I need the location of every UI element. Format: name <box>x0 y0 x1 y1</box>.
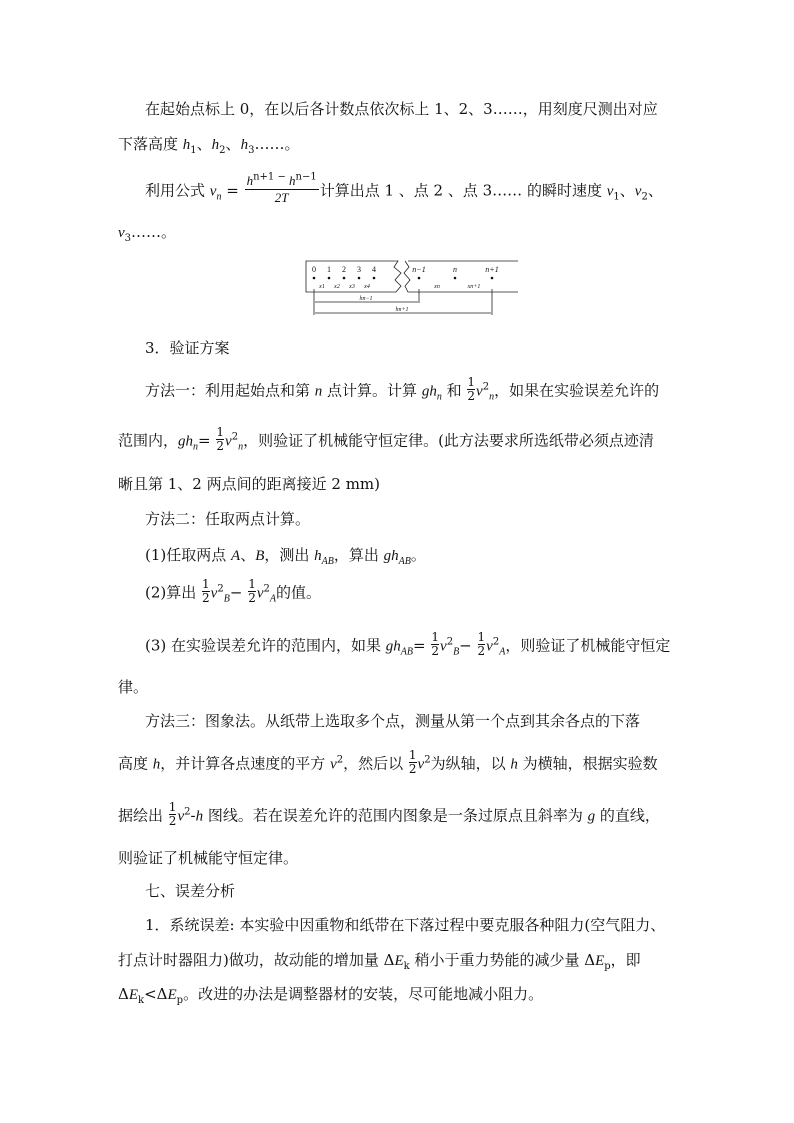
interval-label: x3 <box>349 284 355 290</box>
interval-label: x1 <box>319 284 325 290</box>
text-line: (2)算出 $\frac{1}{2}$ $v^2_B-$ $\frac{1}{2}$ $v^2_A$的值。 <box>145 577 321 605</box>
tape-label: 0 <box>312 265 316 274</box>
text-line: 打点计时器阻力)做功，故动能的增加量 $\Delta E_k$ 稍小于重力势能的减少量 $\Delta E_p$，即 <box>118 951 641 972</box>
text-line: (1)任取两点 A、B，测出 $h_{AB}$，算出 $gh_{AB}$。 <box>145 546 426 567</box>
tape-label: 4 <box>372 265 376 274</box>
tape-label: n <box>453 265 457 274</box>
paper-tape-diagram <box>302 255 522 317</box>
text-line: 晰且第 1、2 两点间的距离接近 2 mm) <box>118 475 381 493</box>
section-heading: 3．验证方案 <box>145 339 230 357</box>
height-label: hn+1 <box>395 307 409 313</box>
text-line: 方法二：任取两点计算。 <box>145 510 311 528</box>
text-line: 下落高度 $h_1$、$h_2$、$h_3\dots\dots$。 <box>118 135 300 156</box>
formula-line: 利用公式 $v_n$ = $\frac{h^{n+1 -} h^{n-1}}{2T}$ 计算出点 1 、点 2 、点 3…… 的瞬时速度 $v_1$、$v_2$、 <box>145 171 663 205</box>
text-line: 方法三：图象法。从纸带上选取多个点，测量从第一个点到其余各点的下落 <box>145 712 641 730</box>
text-line: 则验证了机械能守恒定律。 <box>118 849 299 867</box>
tape-label: n+1 <box>485 265 499 274</box>
text-line: 范围内，$gh_n=$ $\frac{1}{2}$ $v^2_n$，则验证了机械能守恒定律。(此方法要求所选纸带必须点迹清 <box>118 425 654 453</box>
tape-label: n−1 <box>412 265 426 274</box>
text-line: 据绘出 $\frac{1}{2}$ $v^2-h$ 图线。若在误差允许的范围内图象是一条过原点且斜率为 g 的直线， <box>118 800 660 828</box>
text-line: $\Delta E_k<\Delta E_p$。改进的办法是调整器材的安装，尽可能地减小阻力。 <box>118 985 544 1006</box>
text-line: (3) 在实验误差允许的范围内，如果 $gh_{AB}=$ $\frac{1}{2}$ $v^2_B-$ $\frac{1}{2}$ $v^2_A$，则验证了机械能守恒定 <box>145 630 671 658</box>
text-line: $v_3\dots\dots$。 <box>118 223 177 244</box>
text-line: 律。 <box>118 678 149 696</box>
section-heading: 七、误差分析 <box>145 882 236 900</box>
interval-label: x4 <box>364 284 370 290</box>
text-line: 高度 h，并计算各点速度的平方 $v^2$，然后以 $\frac{1}{2}$ $v^2$为纵轴，以 h 为横轴，根据实验数 <box>118 748 658 776</box>
interval-label: xn+1 <box>467 284 481 290</box>
text-line: 在起始点标上 0，在以后各计数点依次标上 1、2、3……，用刻度尺测出对应 <box>145 100 658 118</box>
tape-label: 2 <box>342 265 346 274</box>
interval-label: x2 <box>334 284 340 290</box>
height-label: hn−1 <box>359 296 373 302</box>
text-line: 方法一：利用起始点和第 n 点计算。计算 $gh_n$ 和 $\frac{1}{2}$ $v^2_n$，如果在实验误差允许的 <box>145 375 660 403</box>
tape-label: 3 <box>357 265 361 274</box>
velocity-formula: $\frac{h^{n+1 -} h^{n-1}}{2T}$ <box>246 171 317 205</box>
text-line: 1．系统误差: 本实验中因重物和纸带在下落过程中要克服各种阻力(空气阻力、 <box>145 916 666 934</box>
interval-label: xn <box>434 284 440 290</box>
tape-label: 1 <box>327 265 331 274</box>
